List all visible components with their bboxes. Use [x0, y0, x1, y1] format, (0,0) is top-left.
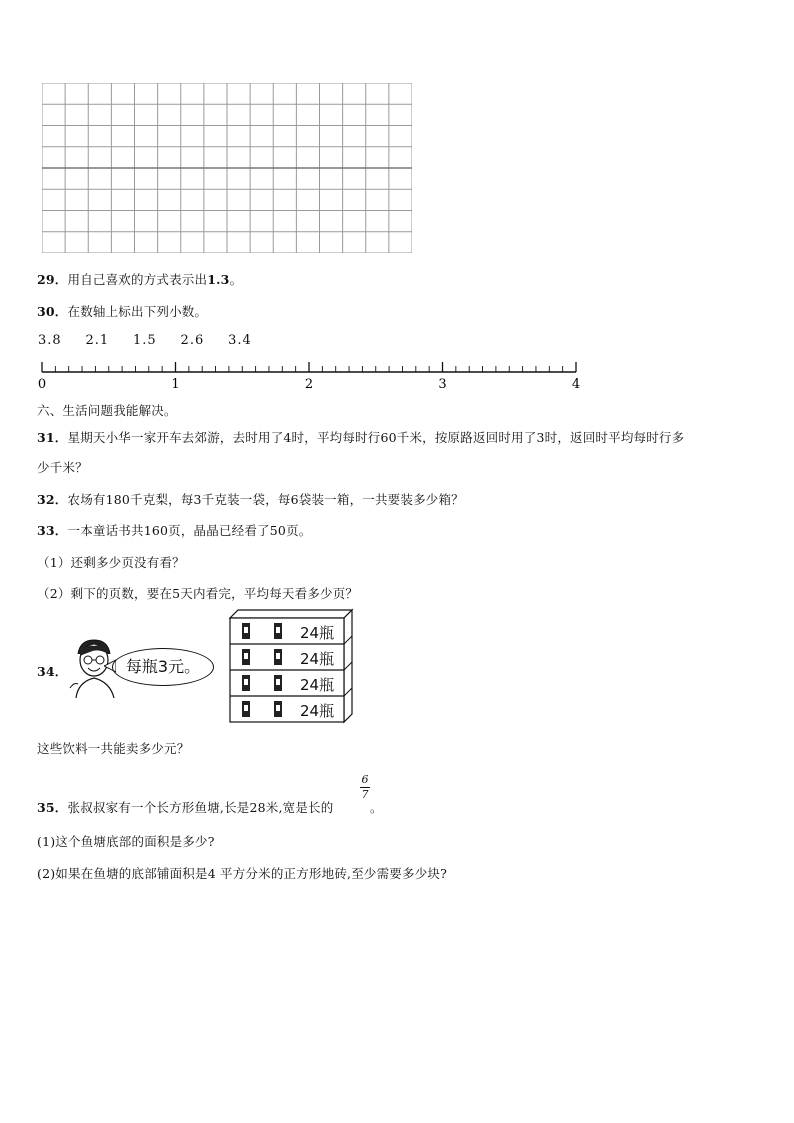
- question-33-text: 一本童话书共160页，晶晶已经看了50页。: [67, 523, 312, 538]
- number-line-label: 3: [438, 377, 447, 392]
- question-33-sub1: （1）还剩多少页没有看？: [37, 555, 185, 570]
- question-29: 29．用自己喜欢的方式表示出1.3。: [37, 272, 243, 287]
- number-line-label: 4: [571, 377, 581, 392]
- question-35: 35．张叔叔家有一个长方形鱼塘,长是28米,宽是长的: [37, 800, 334, 815]
- speech-bubble: 每瓶3元。: [112, 648, 214, 686]
- question-33-sub2: （2）剩下的页数，要在5天内看完，平均每天看多少页？: [37, 586, 359, 601]
- question-29-text: 用自己喜欢的方式表示出: [67, 272, 208, 287]
- question-30-text: 在数轴上标出下列小数。: [67, 304, 208, 319]
- question-31: 31．星期天小华一家开车去郊游，去时用了4时，平均每时行60千米，按原路返回时用了3时，返回时平均每时行多: [37, 430, 685, 445]
- crate-label: 24瓶: [300, 624, 335, 642]
- question-34-number: 34．: [37, 664, 68, 679]
- decimal-item: 1.5: [133, 333, 157, 348]
- section-heading: 六、生活问题我能解决。: [37, 403, 177, 418]
- question-32: 32．农场有180千克梨，每3千克装一袋，每6袋装一箱，一共要装多少箱？: [37, 492, 464, 507]
- question-35-sub1: (1)这个鱼塘底部的面积是多少?: [37, 834, 215, 849]
- crate-label: 24瓶: [300, 702, 335, 720]
- question-35-text: 张叔叔家有一个长方形鱼塘,长是28米,宽是长的: [67, 800, 334, 815]
- decimal-list: [38, 333, 272, 348]
- question-35-sub2: (2)如果在鱼塘的底部铺面积是4 平方分米的正方形地砖,至少需要多少块?: [37, 866, 448, 881]
- question-35-end: 。: [370, 800, 383, 815]
- fraction-numerator: 6: [361, 773, 369, 786]
- fraction-six-sevenths: [360, 774, 370, 801]
- decimal-item: 2.6: [180, 333, 205, 348]
- question-31-line1: 星期天小华一家开车去郊游，去时用了4时，平均每时行60千米，按原路返回时用了3时，返回时平均每时行多: [67, 430, 685, 445]
- decimal-item: 3.8: [38, 333, 62, 348]
- number-line-label: 0: [37, 377, 47, 392]
- question-32-text: 农场有180千克梨，每3千克装一袋，每6袋装一箱，一共要装多少箱？: [67, 492, 464, 507]
- crates-outline: [228, 608, 358, 724]
- question-30: 30．在数轴上标出下列小数。: [37, 304, 208, 319]
- question-34-text: 这些饮料一共能卖多少元？: [37, 741, 190, 756]
- crate-label: 24瓶: [300, 676, 335, 694]
- value-1-3: 1.3: [207, 272, 230, 287]
- fraction-denominator: 7: [361, 788, 369, 801]
- drink-crates: [228, 608, 358, 724]
- decimal-item: 3.4: [228, 333, 252, 348]
- number-line-label: 1: [171, 377, 180, 392]
- number-line-label: 2: [304, 377, 314, 392]
- question-31-line2: 少千米？: [37, 460, 88, 475]
- question-33: 33．一本童话书共160页，晶晶已经看了50页。: [37, 523, 312, 538]
- square-grid-paper: [42, 83, 412, 253]
- number-line: [36, 356, 584, 396]
- crate-label: 24瓶: [300, 650, 335, 668]
- decimal-item: 2.1: [85, 333, 110, 348]
